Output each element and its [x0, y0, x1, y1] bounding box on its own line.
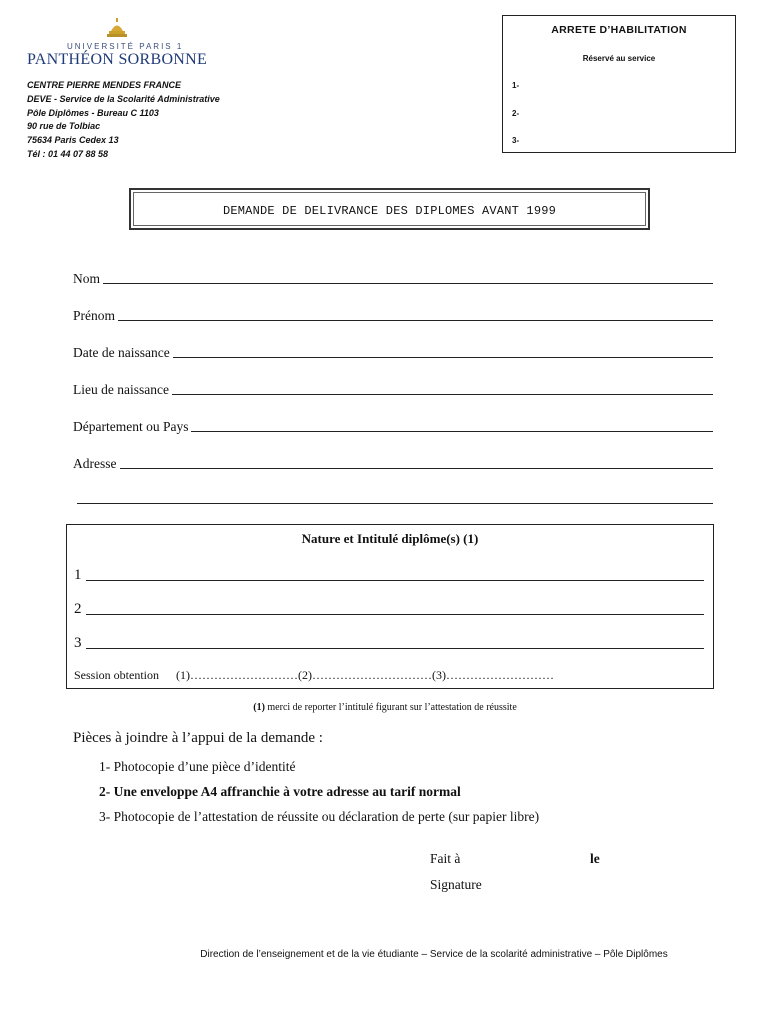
session-label: Session obtention	[74, 668, 160, 682]
fill-line[interactable]	[172, 394, 713, 395]
diploma-title: Nature et Intitulé diplôme(s) (1)	[301, 531, 479, 546]
fill-line[interactable]	[86, 648, 705, 649]
diploma-box	[66, 524, 714, 689]
field-label: Prénom	[73, 308, 115, 323]
arrete-item[interactable]: 1-	[512, 81, 520, 90]
address-line: Pôle Diplômes - Bureau C 1103	[27, 107, 159, 118]
address-line: 75634 Paris Cedex 13	[27, 135, 119, 146]
date-naissance-field[interactable]	[73, 342, 713, 360]
sender-address	[27, 79, 220, 162]
address-line: CENTRE PIERRE MENDES FRANCE	[27, 80, 182, 90]
logo-name: PANTHÉON SORBONNE	[27, 51, 208, 68]
prenom-field[interactable]	[73, 305, 713, 323]
arrete-subtitle: Réservé au service	[582, 54, 656, 63]
logo-university-line: UNIVERSITÉ PARIS 1	[67, 42, 184, 51]
nom-field[interactable]	[73, 268, 713, 286]
fill-line[interactable]	[86, 580, 705, 581]
piece-item: 1- Photocopie d’une pièce d’identité	[99, 759, 296, 774]
piece-item: 3- Photocopie de l’attestation de réussite ou déclaration de perte (sur papier libre)	[99, 809, 540, 824]
fill-line[interactable]	[86, 614, 705, 615]
diploma-row-number: 2	[74, 601, 82, 617]
diploma-row[interactable]	[74, 597, 704, 617]
form-title: DEMANDE DE DELIVRANCE DES DIPLOMES AVANT 1999	[222, 204, 557, 218]
fill-line[interactable]	[120, 468, 714, 469]
fill-line[interactable]	[173, 357, 713, 358]
fill-line[interactable]	[191, 431, 713, 432]
diploma-row-number: 3	[74, 635, 82, 651]
date-le-label: le	[590, 851, 600, 866]
pantheon-dome-icon	[105, 18, 129, 42]
field-label: Adresse	[73, 456, 117, 471]
diploma-row[interactable]	[74, 631, 704, 651]
address-line: Tél : 01 44 07 88 58	[27, 148, 109, 159]
diploma-row[interactable]	[74, 563, 704, 583]
departement-pays-field[interactable]	[73, 416, 713, 434]
arrete-item[interactable]: 2-	[512, 109, 520, 118]
footnote-text: merci de reporter l’intitulé figurant sur l’attestation de réussite	[264, 702, 517, 713]
signature-label: Signature	[430, 877, 482, 892]
pieces-title: Pièces à joindre à l’appui de la demande :	[73, 730, 323, 746]
fait-a-label: Fait à	[430, 851, 461, 866]
session-values[interactable]: (1)………………………(2)…………………………(3)………………………	[176, 668, 554, 682]
diploma-row-number: 1	[74, 567, 82, 583]
field-label: Département ou Pays	[73, 419, 189, 434]
field-label: Date de naissance	[73, 345, 170, 360]
form-title-box	[129, 188, 650, 230]
address-line: DEVE - Service de la Scolarité Administrative	[27, 93, 220, 104]
lieu-naissance-field[interactable]	[73, 379, 713, 397]
footnote-marker: (1)	[253, 702, 265, 713]
fill-line[interactable]	[118, 320, 713, 321]
arrete-habilitation-box	[502, 15, 736, 153]
footnote	[0, 702, 770, 713]
adresse-field[interactable]	[73, 453, 713, 471]
field-label: Lieu de naissance	[73, 382, 169, 397]
adresse-extra-line[interactable]	[77, 503, 713, 504]
page-footer: Direction de l’enseignement et de la vie étudiante – Service de la scolarité administrative – Pôle Diplômes	[200, 949, 668, 960]
piece-item: 2- Une enveloppe A4 affranchie à votre adresse au tarif normal	[99, 784, 461, 799]
arrete-title: ARRETE D’HABILITATION	[551, 24, 687, 36]
address-line: 90 rue de Tolbiac	[27, 121, 101, 132]
fill-line[interactable]	[103, 283, 713, 284]
session-obtention[interactable]	[74, 668, 554, 683]
arrete-item[interactable]: 3-	[512, 136, 520, 145]
field-label: Nom	[73, 271, 100, 286]
